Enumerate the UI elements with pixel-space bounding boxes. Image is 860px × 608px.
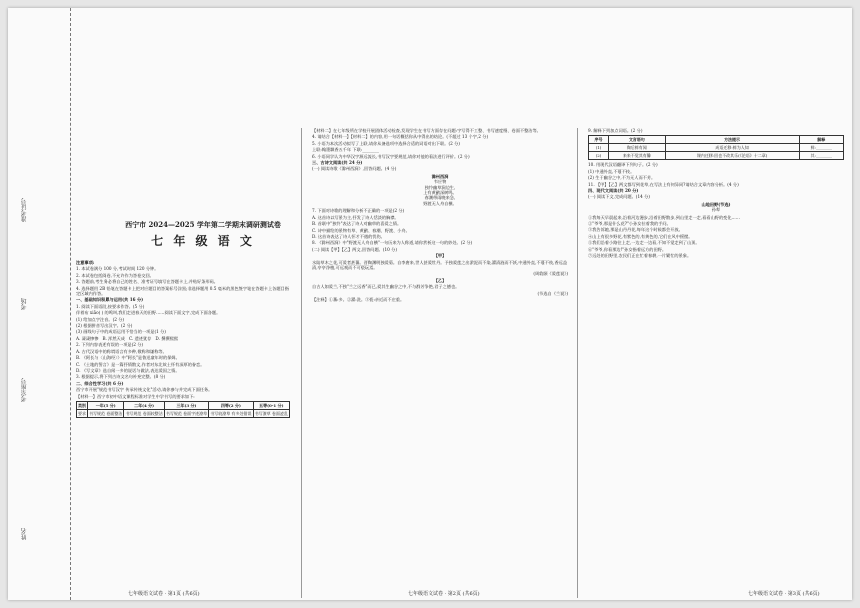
- article-paragraph: ⑥"爷爷,你看那边!"孙女指着远方的田野。: [588, 246, 667, 252]
- section-heading: 四、现代文阅读(共 20 分): [588, 188, 639, 194]
- table-cell: (2): [589, 152, 609, 160]
- passage-text: 水陆草木之花,可爱者甚蕃。晋陶渊明独爱菊。自李唐来,世人甚爱牡丹。予独爱莲之出淤泥而不染,濯清涟而不妖,中通外直,不蔓不枝,香远益清,亭亭净植,可远观而不可亵玩焉。: [312, 259, 568, 270]
- notice-item: 4. 选择题用 2B 铅笔在答题卡上把对应题目的答案标号涂黑;非选择题用 0.5 毫米的黑色签字笔在答题卡上各题目指定区域内作答。: [76, 285, 289, 297]
- subject-title: 七 年 级 语 文: [151, 234, 255, 248]
- binding-margin: [8, 8, 71, 600]
- poem-line: 野渡无人舟自横。: [423, 200, 457, 206]
- options-row: [76, 336, 290, 341]
- article-paragraph: ③我告诉她,那是山丹丹花,每年这个时候都会开放。: [588, 227, 683, 233]
- option: C. 遗迹犹存: [128, 335, 152, 341]
- table-cell: 书写较潦草 有多处错误: [210, 410, 252, 416]
- sub-question: (2) 根据拼音写出汉字。(2 分): [76, 323, 133, 329]
- sub-question: (1) 中通外直,不蔓不枝。: [588, 168, 635, 174]
- table-row: [589, 144, 844, 152]
- question: 4. 请结合【材料一】【材料二】的内容,用一句话概括你从中得出的结论。(不超过 13 个字,2 分): [312, 134, 489, 140]
- couplet: 上联:翰墨飘香五千年 下联:________: [312, 147, 379, 153]
- table-header-cell: 类别: [78, 402, 86, 408]
- option: D. 这首诗表达了诗人怀才不遇的忧伤。: [312, 233, 385, 239]
- table-header-row: [589, 136, 844, 144]
- option: B. 浑然天成: [102, 335, 125, 341]
- poem-title: 滁州西涧: [431, 173, 449, 179]
- section-heading: 三、古诗文阅读(共 24 分): [312, 160, 363, 166]
- exam-sheet: [8, 8, 852, 600]
- table-cell: 陶后鲜有闻: [609, 144, 666, 152]
- question: 8. 《滁州西涧》中"野渡无人舟自横"一句历来为人称道,请你赏析这一句的妙处。(2 分): [312, 240, 473, 246]
- option: A. 古代汉语中的称谓语言有多种,敬称和谦称等。: [76, 348, 167, 354]
- page-footer: 七年级语文试卷 · 第3页 (共6页): [748, 591, 820, 597]
- exam-title: 西宁市 2024—2025 学年第二学期末调研测试卷: [125, 220, 281, 229]
- option: C. 诗中描绘的景物有草、黄鹂、春潮、野渡、小舟。: [312, 227, 410, 233]
- notice-item: 1. 本试卷满分 100 分,考试时间 120 分钟。: [76, 266, 159, 272]
- poem: [312, 174, 568, 206]
- article-title: 山地田野(节选): [701, 201, 731, 207]
- question: 10. 用现代汉语翻译下列句子。(2 分): [588, 162, 658, 168]
- sub-question: (1) 给加点字注音。(2 分): [76, 316, 125, 322]
- table-header-cell: 文言语句: [609, 136, 666, 144]
- table-cell: 成语迁移:鲜为人知: [665, 144, 799, 152]
- option: B. 首联中"独怜"表达了诗人对幽草的喜爱之情。: [312, 221, 402, 227]
- table-header-cell: 解释: [799, 136, 843, 144]
- table-cell: 课内迁移:回也不改其乐(《论语》十二章): [665, 152, 799, 160]
- column-divider: [577, 128, 578, 598]
- option: B. 《阿长与〈山海经〉》中"阿长"是鲁迅童年时的保姆。: [76, 355, 180, 361]
- table-cell: 书写规范 卷面字迹潦草: [165, 410, 208, 416]
- passage-label: 【乙】: [433, 277, 447, 283]
- poem-line: 独怜幽草涧边生,: [424, 184, 456, 190]
- question-text: 伴着布 xiāo( ) 的鸣叫,我们走进春天的田野……阅读下面文字,完成下面各题。: [76, 310, 221, 316]
- article-paragraph: ⑦远处的田野里,农民们正在忙着春耕,一片繁忙的景象。: [588, 253, 692, 259]
- question: 9. 解释下列加点词语。(2 分): [588, 128, 643, 133]
- paragraph: 西宁市开展"规范书写汉字 传承传统文化"活动,请你参与并完成下面任务。: [76, 387, 213, 393]
- paragraph: 【材料一】西宁市初中语文课程标准对学生中学书写的要求如下:: [76, 393, 195, 399]
- page-footer: 七年级语文试卷 · 第2页 (共6页): [408, 591, 480, 597]
- passage-source: (周敦颐《爱莲说》): [533, 271, 568, 277]
- binding-label: 准考证号: [21, 198, 28, 222]
- table-header-cell: 方法提示: [665, 136, 799, 144]
- table-header-cell: 四等(2 分): [209, 401, 253, 409]
- question: 7. 下面对诗歌的理解和分析不正确的一项是(2 分): [312, 208, 405, 214]
- binding-label: 姓名: [21, 528, 28, 540]
- exam-header: [118, 220, 288, 249]
- poem-line: 春潮带雨晚来急,: [424, 195, 456, 201]
- sub-question: (3) 画线句子中的成语运用不恰当的一项是(1 分): [76, 329, 166, 335]
- binding-label: 考室座号: [21, 378, 28, 402]
- column-divider: [301, 128, 302, 598]
- table-cell: 书写规范 卷面整洁: [89, 410, 123, 416]
- passage-source: (节选自《兰说》): [537, 290, 568, 296]
- page-footer: 七年级语文试卷 · 第1页 (共6页): [128, 591, 200, 597]
- article-header: [588, 202, 844, 213]
- section-heading: 二、综合性学习(共 6 分): [76, 380, 124, 386]
- table-header-cell: 三年(3 分): [164, 401, 208, 409]
- question: 5. 小语为本次活动拟写了上联,请你从备选项中选择合适的词语对出下联。(2 分): [312, 140, 460, 146]
- sub-question: (2) 生于幽谷之中,不为无人而不芳。: [588, 175, 656, 181]
- option: C. 《土地的誓言》是一篇抒情散文,作者对东北故土怀有深厚的眷恋。: [76, 361, 205, 367]
- poem-author: 韦应物: [433, 179, 447, 185]
- table-cell: 其:________: [799, 152, 843, 160]
- reading-heading: (一) 阅读下文,完成问题。(14 分): [588, 194, 650, 200]
- table-cell: 书写规范 卷面较整洁: [125, 410, 163, 416]
- passage-text: 自古人如爱兰,不独"兰之远香"而已,爱其生幽谷之中,不与群芳争艳,君子之德也。: [312, 284, 460, 290]
- question: 3. 根据提示,将下列古诗文名句补充完整。(8 分): [76, 374, 166, 380]
- poem-line: 上有黄鹂深树鸣。: [423, 190, 457, 196]
- grading-table: [76, 401, 290, 418]
- column-2: [312, 128, 568, 583]
- table-header-row: [77, 401, 290, 409]
- table-row: [589, 152, 844, 160]
- reading-heading: (一) 阅读诗歌《滁州西涧》,回答问题。(4 分): [312, 166, 397, 172]
- article-paragraph: ①我每天早晨起来,沿着河边漫步,沿着田野散步,到山里走一走,看看山野的变化……: [588, 214, 740, 220]
- paragraph: 【材料二】在七年级所在学校开展团体活动检查,发现学生在书写方面存在问题:字写得不工整、书写速度慢、卷面不整洁等。: [312, 128, 541, 133]
- table-header-cell: 五等(0-1 分): [253, 401, 289, 409]
- notice-title: 注意事项:: [76, 260, 95, 265]
- table-row: [77, 409, 290, 417]
- table-cell: 书写潦草 卷面凌乱: [254, 410, 288, 416]
- question: 11. 【甲】【乙】两文都写到花草,在写法上有何异同?请结合文章内容分析。(4 分): [588, 181, 739, 187]
- article-author: 孙犁: [711, 207, 721, 213]
- table-cell: 要求: [78, 410, 86, 416]
- column-3: [588, 128, 844, 583]
- table-header-cell: 一年(5 分): [88, 401, 124, 409]
- section-heading: 一、基础知识积累与运用(共 16 分): [76, 297, 144, 303]
- option: A. 这首诗以写景为主,抒发了诗人恬淡的胸襟。: [312, 214, 399, 220]
- article-paragraph: ⑤我们沿着小路往上走,一边走一边看,不知不觉走到了山顶。: [588, 240, 700, 246]
- question: 2. 下列内容表述有误的一项是(2 分): [76, 342, 144, 348]
- annotation: 【注释】①蕃:多。②濯:洗。③亵:亲近而不庄重。: [312, 296, 405, 302]
- article-paragraph: ④山上有很多野花,有紫色的,有黄色的,它们在风中摇摆。: [588, 233, 693, 239]
- table-cell: (1): [589, 144, 609, 152]
- binding-label: 考场: [21, 298, 28, 310]
- vocab-table: [588, 135, 844, 160]
- table-cell: 鲜:________: [799, 144, 843, 152]
- question: 6. 小语同学认为中华汉字源远流长,书写汉字要规范,请你对他的看法进行评价。(2 分): [312, 153, 470, 159]
- table-header-cell: 序号: [589, 136, 609, 144]
- option: D. 撰撰熙熙: [155, 335, 179, 341]
- option: D. 《写文章》选自闻一多的说话与做法,表达爱国之情。: [76, 367, 180, 373]
- passage-label: 【甲】: [433, 253, 447, 259]
- question: 1. 阅读下面语段,按要求作答。(5 分): [76, 303, 145, 309]
- table-header-cell: 二年(4 分): [124, 401, 164, 409]
- table-cell: 来来不觉其有馨: [609, 152, 666, 160]
- notice-item: 3. 答题前,考生务必将自己的姓名、准考证号填写在答题卡上,并贴好条形码。: [76, 279, 218, 285]
- option: A. 凄凄惨惨: [76, 335, 99, 341]
- notice-item: 2. 本试卷包括阅卷,不允许作为答卷交回。: [76, 272, 154, 278]
- reading-heading: (二) 阅读【甲】【乙】两文,回答问题。(10 分): [312, 246, 397, 252]
- column-1: [76, 260, 290, 582]
- article-paragraph: ②"爷爷,那是什么花?"小孙女拉着我的手问。: [588, 221, 671, 227]
